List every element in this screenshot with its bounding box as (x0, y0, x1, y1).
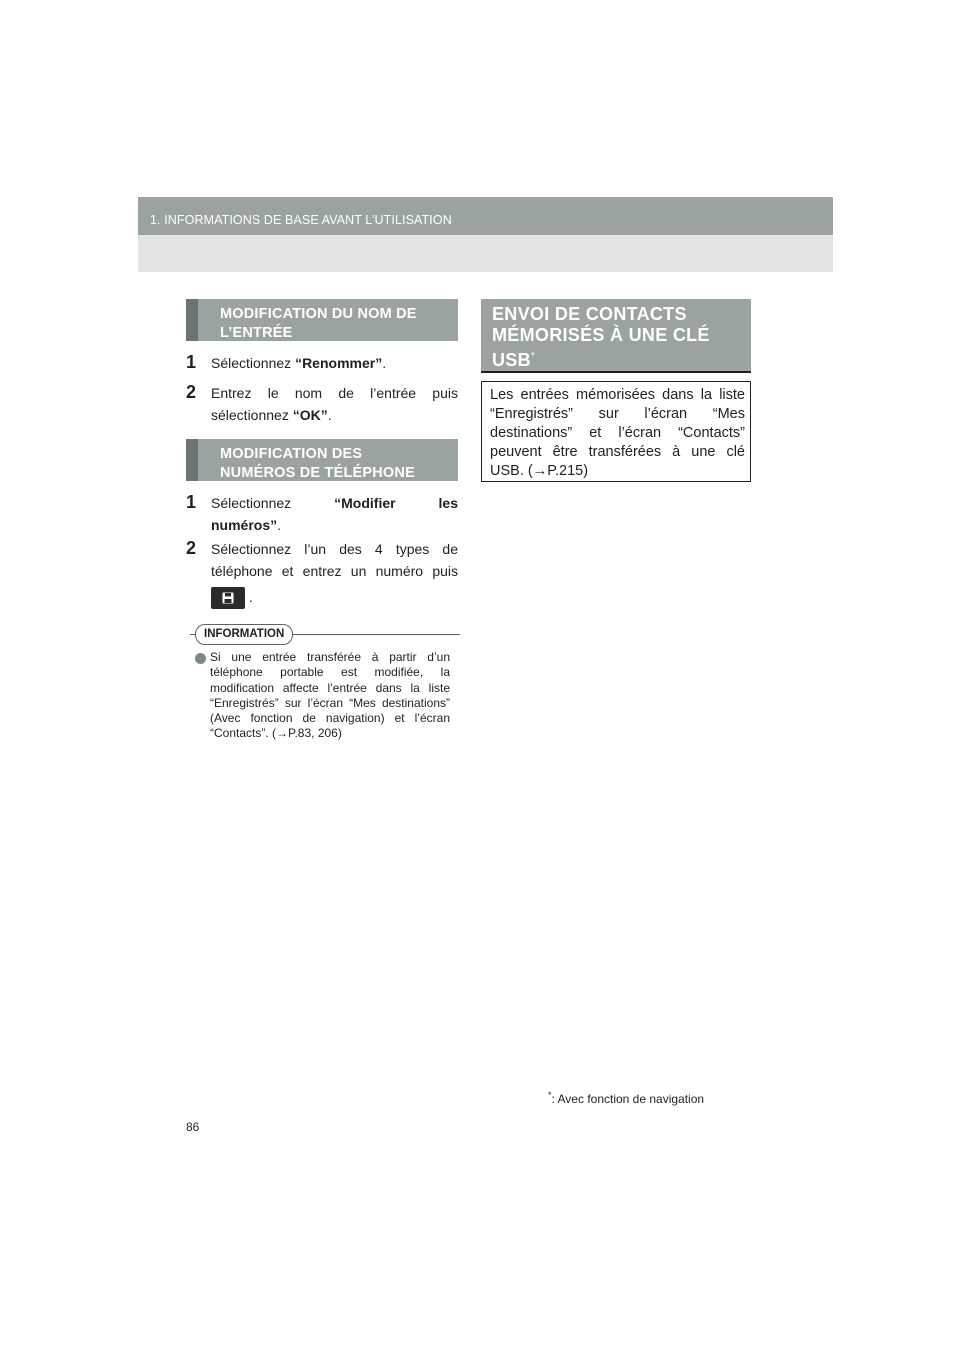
section-heading-usb (481, 299, 751, 373)
step-text: Sélectionnez (211, 495, 335, 511)
circle-bullet-icon (195, 653, 206, 664)
step-number: 2 (186, 538, 197, 558)
footnote (548, 1090, 704, 1106)
section-heading-rename (186, 299, 458, 341)
heading-accent-bar (186, 299, 198, 341)
heading-line: USB (492, 350, 531, 370)
step-end: . (277, 517, 282, 533)
step-end: . (382, 355, 387, 371)
chapter-title: 1. INFORMATIONS DE BASE AVANT L’UTILISATION (150, 213, 452, 227)
step-text: Entrez le nom de l’entrée puis (211, 385, 458, 401)
step-text: sélectionnez (211, 407, 293, 423)
page-number: 86 (186, 1120, 200, 1134)
info-item (195, 650, 450, 742)
info-badge: INFORMATION (195, 624, 293, 645)
heading-accent-bar (186, 439, 198, 481)
step-number: 2 (186, 382, 197, 402)
footnote-mark: * (530, 351, 536, 362)
floppy-disk-icon (222, 592, 234, 604)
step-option: numéros” (211, 517, 278, 533)
step-option: “Modifier les (334, 495, 458, 511)
heading-line: NUMÉROS DE TÉLÉPHONE (220, 465, 415, 481)
step-number: 1 (186, 492, 197, 512)
header-subband (138, 235, 833, 272)
step-option: “OK” (292, 407, 328, 423)
usb-description: Les entrées mémorisées dans la liste “Enregistrés” sur l’écran “Mes destinations” et l’écran “Contacts” peuvent être transférées à une clé USB. (→P.215) (490, 387, 745, 479)
section-heading-phone-numbers (186, 439, 458, 481)
step-phone-2 (186, 538, 458, 609)
step-end: . (248, 589, 253, 605)
step-rename-2 (186, 382, 458, 426)
heading-line: L’ENTRÉE (220, 325, 293, 341)
usb-description-box (481, 381, 751, 482)
info-text: Si une entrée transférée à partir d’un téléphone portable est modifiée, la modification affecte l’entrée dans la liste “Enregistrés” sur l’écran “Mes destinations” (Avec fonction de navigation) et l’écran “Contacts”. (→P.83, 206) (210, 650, 450, 741)
step-end: . (327, 407, 332, 423)
step-text: Sélectionnez (211, 355, 296, 371)
heading-line: MODIFICATION DES (220, 446, 363, 462)
step-number: 1 (186, 352, 197, 372)
step-option: “Renommer” (295, 355, 383, 371)
step-text: téléphone et entrez un numéro puis (211, 563, 458, 579)
footnote-text: : Avec fonction de navigation (551, 1092, 705, 1106)
step-text: Sélectionnez l’un des 4 types de (211, 541, 458, 557)
heading-line: MODIFICATION DU NOM DE (220, 306, 417, 322)
step-rename-1 (186, 352, 458, 374)
heading-line: ENVOI DE CONTACTS (492, 304, 687, 324)
step-phone-1 (186, 492, 458, 536)
save-button-illustration (211, 587, 245, 609)
heading-line: MÉMORISÉS À UNE CLÉ (492, 325, 710, 345)
footnote-mark: * (548, 1090, 552, 1100)
